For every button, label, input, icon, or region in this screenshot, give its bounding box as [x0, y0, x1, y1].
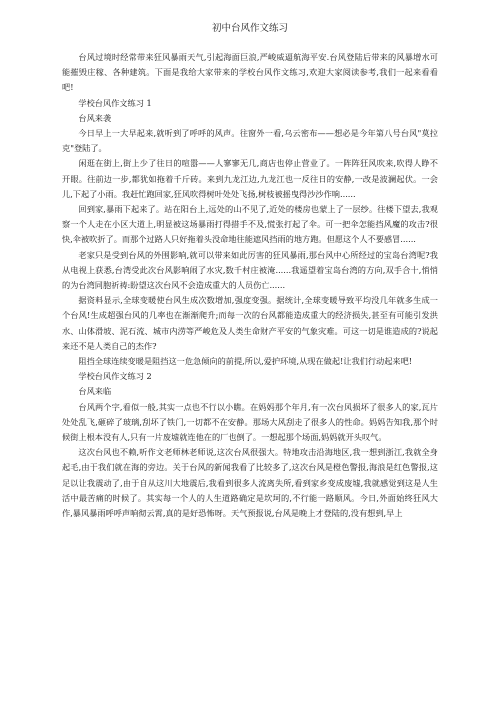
essay1-paragraph: 回到家,暴雨下起来了。站在阳台上,远处的山不见了,近处的楼房也蒙上了一层纱。往楼下望去,我观察一个人走在小区大道上,明显被这场暴雨打得措手不及,慌张打起了伞。可一把伞怎能挡风魔的攻击?很快,伞被吹折了。而那个过路人只好拖着头没命地往能遮风挡雨的地方跑。但愿这个人不要感冒......: [62, 204, 438, 245]
essay1-paragraph: 老家只是受到台风的外围影响,就可以带来如此厉害的狂风暴雨,那台风中心所经过的宝岛台湾呢?我从电视上获悉,台湾受此次台风影响闹了水灾,数千村庄被淹......我遥望着宝岛台湾的方向,双手合十,悄悄的为台湾同胞祈祷:盼望这次台风不会造成重大的人员伤亡......: [62, 249, 438, 291]
essay1-paragraph: 闲逛在街上,街上少了往日的喧嚣——人寥寥无几,商店也停止营业了。一阵阵狂风吹来,吹得人睁不开眼。往前边一步,都犹如拖着千斤砖。来到九龙江边,九龙江也一反往日的安静,一改是波澜起伏。一会儿,下起了小雨。我赶忙跑回家,狂风吹得树叶处处飞扬,树枝被摇曳得沙沙作响......: [62, 158, 438, 199]
essay1-paragraph: 今日早上一大早起来,就听到了呼呼的风声。往窗外一看,乌云密布——想必是今年第八号台风"莫拉克"登陆了。: [62, 128, 438, 154]
essay2-paragraph: 台风两个字,看似一般,其实一点也不行以小瞧。在妈妈那个年月,有一次台风损坏了很多人的家,瓦片处处乱飞,砸碎了玻璃,刮坏了铁门,一切都不在安静。那场大风刮走了很多人的性命。妈妈告知我,那个时候街上根本没有人,只有一片废墟就连他在的厂也倒了。一想起那个场面,妈妈就开头叹气。: [62, 401, 438, 443]
essay2-subtitle: 台风来临: [78, 386, 112, 397]
essay1-paragraph: 据资料显示,全球变暖使台风生成次数增加,强度变强。据统计,全球变暖导致平均没几年就多生成一个台风!生成超强台风的几率也在渐渐爬升;而每一次的台风都能造成重大的经济损失,甚至有可能引发洪水、山体滑坡、泥石流、城市内涝等严峻危及人类生命财产平安的气象灾难。可这一切是谁造成的?说起来还不是人类自己的杰作?: [62, 295, 438, 351]
essay1-paragraph: 阻挡全球连续变暖是阻挡这一危急倾向的前提,所以,爱护环境,从现在做起!让我们行动起来吧!: [78, 356, 413, 367]
essay2-heading: 学校台风作文练习 2: [78, 371, 152, 382]
essay1-heading: 学校台风作文练习 1: [78, 97, 152, 108]
essay2-paragraph: 这次台风也不赖,听作文老师林老师说,这次台风很强大。特地攻击沿海地区,我一想到浙江,我就全身起毛,由于我们就在海的旁边。关于台风的新闻我看了比较多了,这次台风是橙色警报,海浪是红色警报,这足以让我震动了,由于自从这川大地震后,我看到很多人流离失所,看到家乡变成废墟,我就感觉到这是人生活中最苦痛的时候了。其实每一个人的人生道路确定是坎坷的,不行能一路顺风。今日,外面始终狂风大作,暴风暴雨呼呼声响彻云霄,真的是好恐怖呀。天气预报说,台风是晚上才登陆的,没有想到,早上: [62, 447, 438, 519]
essay1-subtitle: 台风来袭: [78, 112, 112, 123]
intro-paragraph: 台风过境时经常带来狂风暴雨天气,引起海面巨浪,严峻威逼航海平安.台风登陆后带来的风暴增水可能摧毁庄稼、各种建筑。下面是我给大家带来的学校台风作文练习,欢迎大家阅读参考,我们一起来看看吧!: [62, 52, 438, 93]
document-title: 初中台风作文练习: [211, 23, 288, 34]
